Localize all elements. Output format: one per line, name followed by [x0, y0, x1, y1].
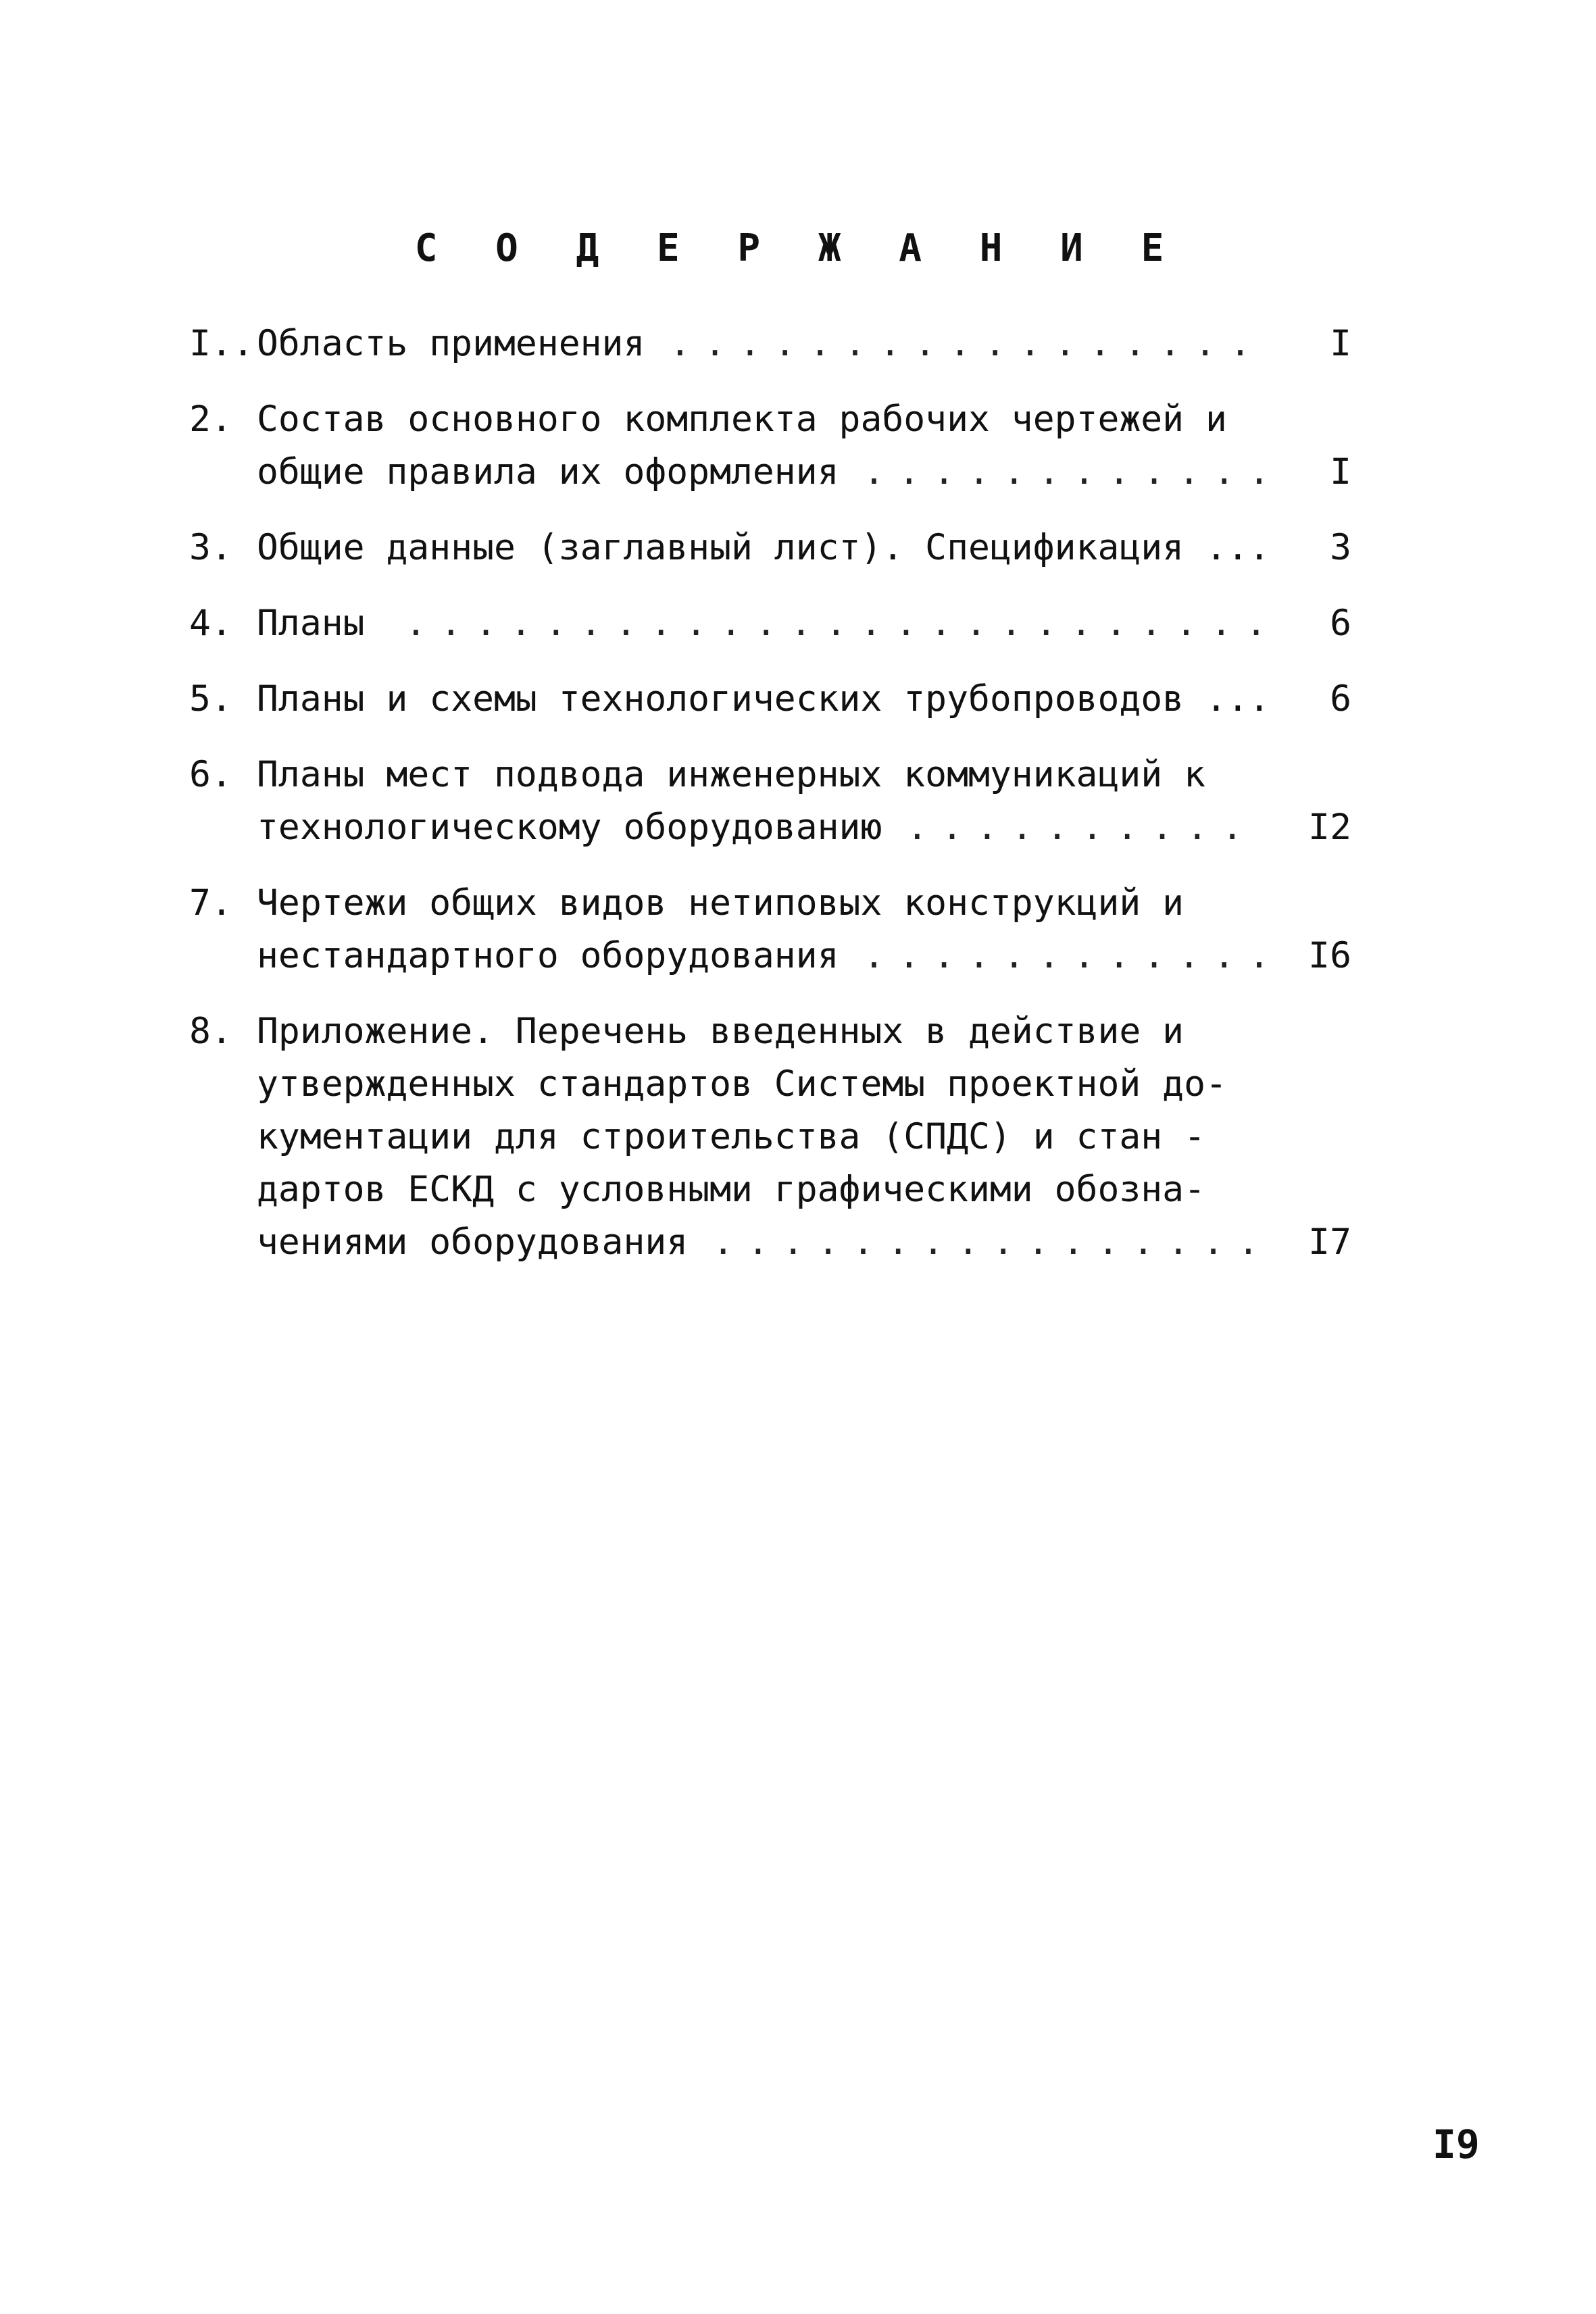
toc-line	[189, 522, 1351, 574]
toc-entry-text: Планы мест подвода инженерных коммуникаций к	[257, 754, 1205, 795]
toc-line	[189, 877, 1351, 930]
toc-entry-text: Состав основного комплекта рабочих чертежей и	[257, 399, 1227, 440]
table-of-contents	[189, 318, 1351, 1292]
toc-line	[189, 1111, 1351, 1163]
toc-entry-number: 2.	[189, 399, 232, 440]
toc-entry-6	[189, 749, 1351, 854]
toc-line	[189, 597, 1351, 650]
toc-entry-text: Общие данные (заглавный лист). Спецификация ...	[257, 527, 1270, 568]
toc-entry-number: 3.	[189, 527, 232, 568]
toc-line	[189, 1058, 1351, 1111]
toc-line	[189, 1216, 1351, 1269]
toc-entry-text: дартов ЕСКД с условными графическими обозна-	[257, 1169, 1205, 1210]
dot-leader	[405, 597, 1265, 650]
dot-leader	[906, 801, 1265, 854]
contents-title: С О Д Е Р Ж А Н И Е	[414, 226, 1182, 270]
toc-line	[189, 446, 1351, 499]
toc-entry-5	[189, 673, 1351, 726]
toc-entry-number: 7.	[189, 882, 232, 924]
toc-entry-number: 8.	[189, 1011, 232, 1052]
toc-entry-1	[189, 318, 1351, 370]
toc-line	[189, 749, 1351, 801]
toc-entry-text: утвержденных стандартов Системы проектной до-	[257, 1063, 1227, 1105]
toc-entry-8	[189, 1005, 1351, 1269]
toc-entry-text: кументации для строительства (СПДС) и стан -	[257, 1116, 1205, 1157]
toc-entry-text: Чертежи общих видов нетиповых конструкций и	[257, 882, 1184, 924]
toc-entry-number: 5.	[189, 678, 232, 720]
toc-entry-page: 6	[1330, 603, 1351, 644]
toc-entry-3	[189, 522, 1351, 574]
toc-entry-number: 6.	[189, 754, 232, 795]
toc-entry-text: нестандартного оборудования	[257, 935, 839, 976]
dot-leader	[864, 446, 1265, 499]
toc-entry-page: I	[1330, 323, 1351, 364]
toc-entry-text: технологическому оборудованию	[257, 807, 882, 848]
toc-line	[189, 318, 1351, 370]
toc-entry-page: I6	[1308, 935, 1351, 976]
dot-leader	[864, 930, 1265, 982]
toc-entry-text: Планы и схемы технологических трубопроводов ...	[257, 678, 1270, 720]
toc-entry-number: 4.	[189, 603, 232, 644]
toc-entry-7	[189, 877, 1351, 982]
toc-entry-page: 6	[1330, 678, 1351, 720]
toc-entry-page: I2	[1308, 807, 1351, 848]
toc-line	[189, 1163, 1351, 1216]
toc-line	[189, 801, 1351, 854]
dot-leader	[669, 318, 1265, 370]
toc-entry-text: Приложение. Перечень введенных в действие и	[257, 1011, 1184, 1052]
toc-line	[189, 1005, 1351, 1058]
dot-leader	[712, 1216, 1265, 1269]
toc-entry-page: I7	[1308, 1222, 1351, 1263]
page-number: I9	[1432, 2121, 1480, 2167]
toc-entry-page: 3	[1330, 527, 1351, 568]
toc-entry-4	[189, 597, 1351, 650]
toc-entry-text: общие правила их оформления	[257, 451, 839, 493]
toc-line	[189, 673, 1351, 726]
toc-entry-page: I	[1330, 451, 1351, 493]
toc-entry-text: Область применения	[257, 323, 645, 364]
toc-line	[189, 930, 1351, 982]
toc-entry-2	[189, 393, 1351, 499]
toc-entry-number: I..	[189, 323, 254, 364]
toc-entry-text: чениями оборудования	[257, 1222, 689, 1263]
toc-line	[189, 393, 1351, 446]
toc-entry-text: Планы	[257, 603, 365, 644]
